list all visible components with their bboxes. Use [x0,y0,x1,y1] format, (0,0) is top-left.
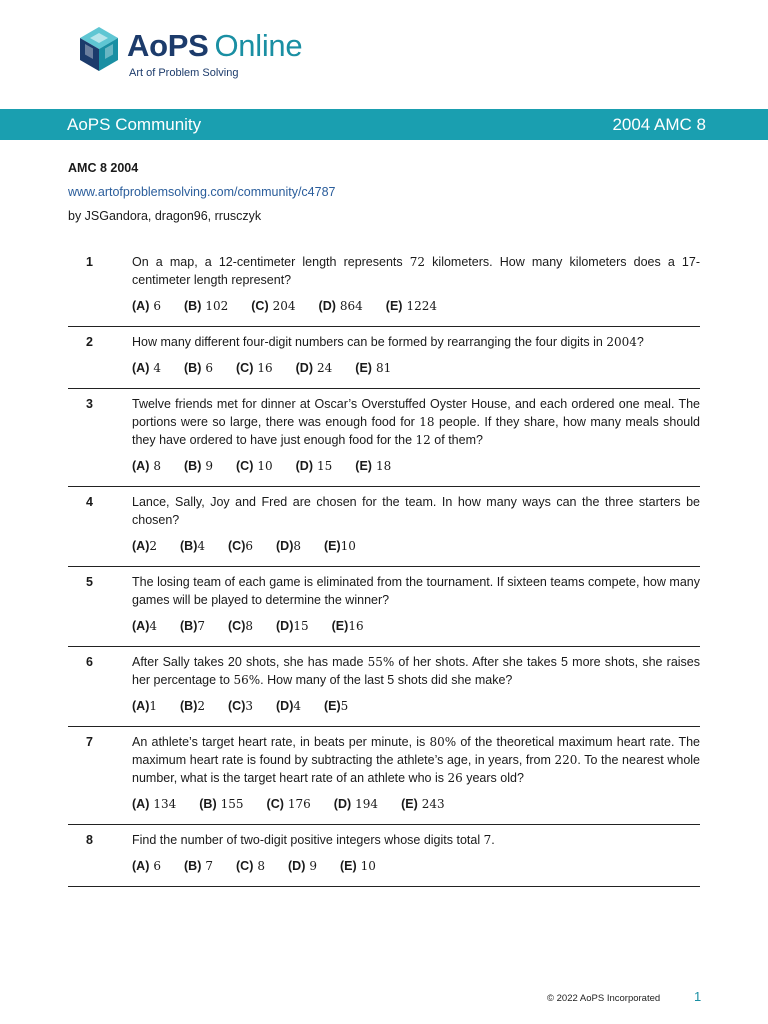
choice-value: 2 [149,539,157,553]
answer-choice [334,795,378,813]
choice-letter: (D) [333,797,352,811]
choice-value: 194 [355,797,379,811]
answer-choice [180,697,205,715]
problem-number: 7 [86,735,93,749]
choice-value: 18 [375,459,392,473]
statement-text: years old? [462,771,524,785]
choice-value: 176 [287,797,311,811]
answer-choice [332,617,364,635]
choice-value: 6 [245,539,253,553]
choice-value: 4 [149,619,157,633]
problem-1 [68,247,700,327]
choice-letter: (C) [228,539,246,553]
copyright-footer: © 2022 AoPS Incorporated [547,993,661,1004]
statement-text: . [491,833,495,847]
choice-value: 4 [153,361,161,375]
math-value: 80% [429,735,457,749]
logo-aops-text: AoPS [127,28,209,63]
math-value: 12 [415,433,431,447]
answer-choices [132,457,700,475]
choice-letter: (A) [132,699,150,713]
answer-choice [236,359,273,377]
choice-letter: (D) [295,361,313,375]
problem-number: 5 [86,575,93,589]
choice-letter: (E) [331,619,349,633]
choice-value: 8 [153,459,161,473]
choice-value: 8 [245,619,253,633]
choice-value: 1224 [406,299,438,313]
answer-choice [228,617,253,635]
choice-value: 4 [197,539,205,553]
choice-value: 15 [293,619,309,633]
choice-value: 10 [340,539,356,553]
answer-choice [228,537,253,555]
problem-statement [132,573,700,609]
answer-choice [355,359,391,377]
choice-letter: (D) [318,299,336,313]
answer-choice [267,795,311,813]
answer-choice [324,537,356,555]
choice-value: 4 [293,699,301,713]
community-link[interactable]: www.artofproblemsolving.com/community/c4787 [68,185,336,199]
problem-statement [132,395,700,449]
choice-value: 6 [153,859,161,873]
choice-letter: (D) [276,699,294,713]
choice-letter: (C) [228,699,246,713]
choice-letter: (E) [324,539,341,553]
choice-letter: (C) [228,619,246,633]
choice-value: 9 [205,459,213,473]
math-value: 220 [554,753,578,767]
math-value: 2004 [606,335,637,349]
answer-choice [184,457,213,475]
math-value: 56% [233,673,261,687]
statement-text: How many different four-digit numbers can be formed by rearranging the four digits in [132,335,607,349]
problem-number: 4 [86,495,93,509]
choice-letter: (C) [236,361,254,375]
choice-value: 2 [197,699,205,713]
logo-wordmark [127,28,302,64]
choice-value: 102 [205,299,229,313]
problem-5 [68,567,700,647]
document-meta [68,156,335,228]
problem-2 [68,327,700,389]
choice-letter: (D) [276,539,294,553]
problem-statement [132,653,700,689]
choice-letter: (A) [132,859,150,873]
choice-letter: (B) [184,859,202,873]
answer-choice [132,697,157,715]
choice-letter: (B) [180,699,198,713]
answer-choice [276,697,301,715]
choice-value: 3 [245,699,253,713]
choice-value: 8 [257,859,265,873]
math-value: 72 [409,255,426,269]
statement-text: Find the number of two-digit positive integers whose digits total [132,833,484,847]
choice-letter: (A) [132,299,150,313]
answer-choice [132,297,161,315]
choice-value: 8 [293,539,301,553]
choice-letter: (E) [355,459,372,473]
problem-6 [68,647,700,727]
answer-choice [288,857,317,875]
choice-letter: (E) [340,859,357,873]
statement-text: ? [636,335,644,349]
choice-letter: (A) [132,619,150,633]
choice-letter: (B) [184,299,202,313]
choice-letter: (B) [180,619,198,633]
statement-text: of her shots. After she takes 5 more shots, she raises her percentage to [132,655,700,687]
choice-value: 15 [317,459,333,473]
answer-choices [132,617,700,635]
choice-letter: (A) [132,459,150,473]
choice-letter: (E) [355,361,372,375]
answer-choice [132,537,157,555]
problem-number: 3 [86,397,93,411]
answer-choice [236,457,273,475]
answer-choice [251,297,295,315]
choice-letter: (C) [266,797,284,811]
choice-letter: (E) [401,797,418,811]
answer-choice [319,297,363,315]
choice-letter: (D) [288,859,306,873]
answer-choice [276,537,301,555]
header-banner [0,109,768,140]
answer-choice [132,359,161,377]
choice-letter: (C) [251,299,269,313]
choice-value: 16 [257,361,273,375]
answer-choice [132,795,176,813]
answer-choices [132,697,700,715]
answer-choice [276,617,309,635]
choice-value: 9 [309,859,317,873]
answer-choice [184,359,213,377]
statement-text: kilometers. How many kilometers does a 17-centimeter length represent? [132,255,700,287]
answer-choices [132,297,700,315]
choice-letter: (D) [276,619,294,633]
banner-community-label: AoPS Community [67,115,202,134]
choice-letter: (A) [132,797,150,811]
math-value: 55% [367,655,395,669]
answer-choice [296,359,333,377]
problem-4 [68,487,700,567]
answer-choice [180,537,205,555]
statement-text: . How many of the last 5 shots did she make? [260,673,513,687]
answer-choice [180,617,205,635]
choice-letter: (C) [236,459,254,473]
choice-value: 7 [205,859,213,873]
choice-value: 81 [375,361,392,375]
answer-choice [132,457,161,475]
problem-8 [68,825,700,887]
math-value: 7 [483,833,492,847]
choice-value: 1 [149,699,157,713]
answer-choices [132,537,700,555]
choice-letter: (B) [184,459,202,473]
choice-value: 7 [197,619,205,633]
choice-value: 5 [340,699,349,713]
answer-choice [386,297,437,315]
logo-online-text: Online [214,28,303,63]
problem-number: 1 [86,255,93,269]
statement-text: After Sally takes 20 shots, she has made [132,655,368,669]
answer-choice [401,795,445,813]
statement-text: The losing team of each game is eliminated from the tournament. If sixteen teams compete, how many games will be played to determine the winner? [132,575,700,607]
answer-choices [132,857,700,875]
statement-text: Twelve friends met for dinner at Oscar’s Overstuffed Oyster House, and each ordered one meal. The portions were so large, there was enough food for [132,397,700,429]
answer-choices [132,795,700,813]
math-value: 18 [419,415,435,429]
answer-choice [184,857,213,875]
choice-letter: (B) [184,361,202,375]
statement-text: Lance, Sally, Joy and Fred are chosen for the team. In how many ways can the three starters be chosen? [132,495,700,527]
authors-line: by JSGandora, dragon96, rrusczyk [68,209,262,223]
answer-choice [296,457,333,475]
choice-letter: (B) [199,797,217,811]
problem-statement [132,831,700,849]
answer-choice [132,617,157,635]
answer-choice [324,697,348,715]
statement-text: of the theoretical maximum heart rate. The maximum heart rate is found by subtracting the athlete’s age, in years, from [132,735,700,767]
choice-value: 10 [360,859,376,873]
problem-3 [68,389,700,487]
answer-choices [132,359,700,377]
math-value: 26 [447,771,463,785]
choice-letter: (E) [385,299,403,313]
choice-value: 204 [272,299,296,313]
problem-number: 8 [86,833,93,847]
problem-7 [68,727,700,825]
answer-choice [184,297,228,315]
choice-letter: (A) [132,361,150,375]
problem-statement [132,493,700,529]
page-number: 1 [694,989,702,1004]
statement-text: people. If they share, how many meals should they have ordered to have just enough food for the [132,415,700,447]
aops-cube-icon [79,26,119,72]
answer-choice [228,697,253,715]
aops-online-logo[interactable] [79,24,339,82]
choice-value: 155 [220,797,244,811]
choice-letter: (D) [295,459,313,473]
choice-value: 10 [257,459,273,473]
choice-value: 134 [153,797,177,811]
choice-letter: (E) [324,699,341,713]
problem-statement [132,253,700,289]
problem-statement [132,333,700,351]
statement-text: . To the nearest whole number, what is the target heart rate of an athlete who is [132,753,700,785]
choice-value: 6 [205,361,213,375]
answer-choice [236,857,265,875]
choice-letter: (B) [180,539,198,553]
statement-text: On a map, a 12-centimeter length represents [132,255,410,269]
logo-tagline: Art of Problem Solving [129,67,239,79]
answer-choice [132,857,161,875]
document-title: AMC 8 2004 [68,161,139,175]
choice-letter: (A) [132,539,150,553]
choice-value: 243 [421,797,445,811]
choice-value: 6 [153,299,161,313]
statement-text: An athlete’s target heart rate, in beats per minute, is [132,735,430,749]
answer-choice [355,457,391,475]
banner-contest-label: 2004 AMC 8 [612,115,706,134]
problem-list [68,247,700,887]
choice-value: 864 [339,299,363,313]
answer-choice [199,795,243,813]
choice-value: 16 [348,619,364,633]
answer-choice [340,857,376,875]
problem-number: 2 [86,335,93,349]
problem-number: 6 [86,655,93,669]
choice-value: 24 [317,361,333,375]
problem-statement [132,733,700,787]
choice-letter: (C) [236,859,254,873]
statement-text: of them? [430,433,483,447]
